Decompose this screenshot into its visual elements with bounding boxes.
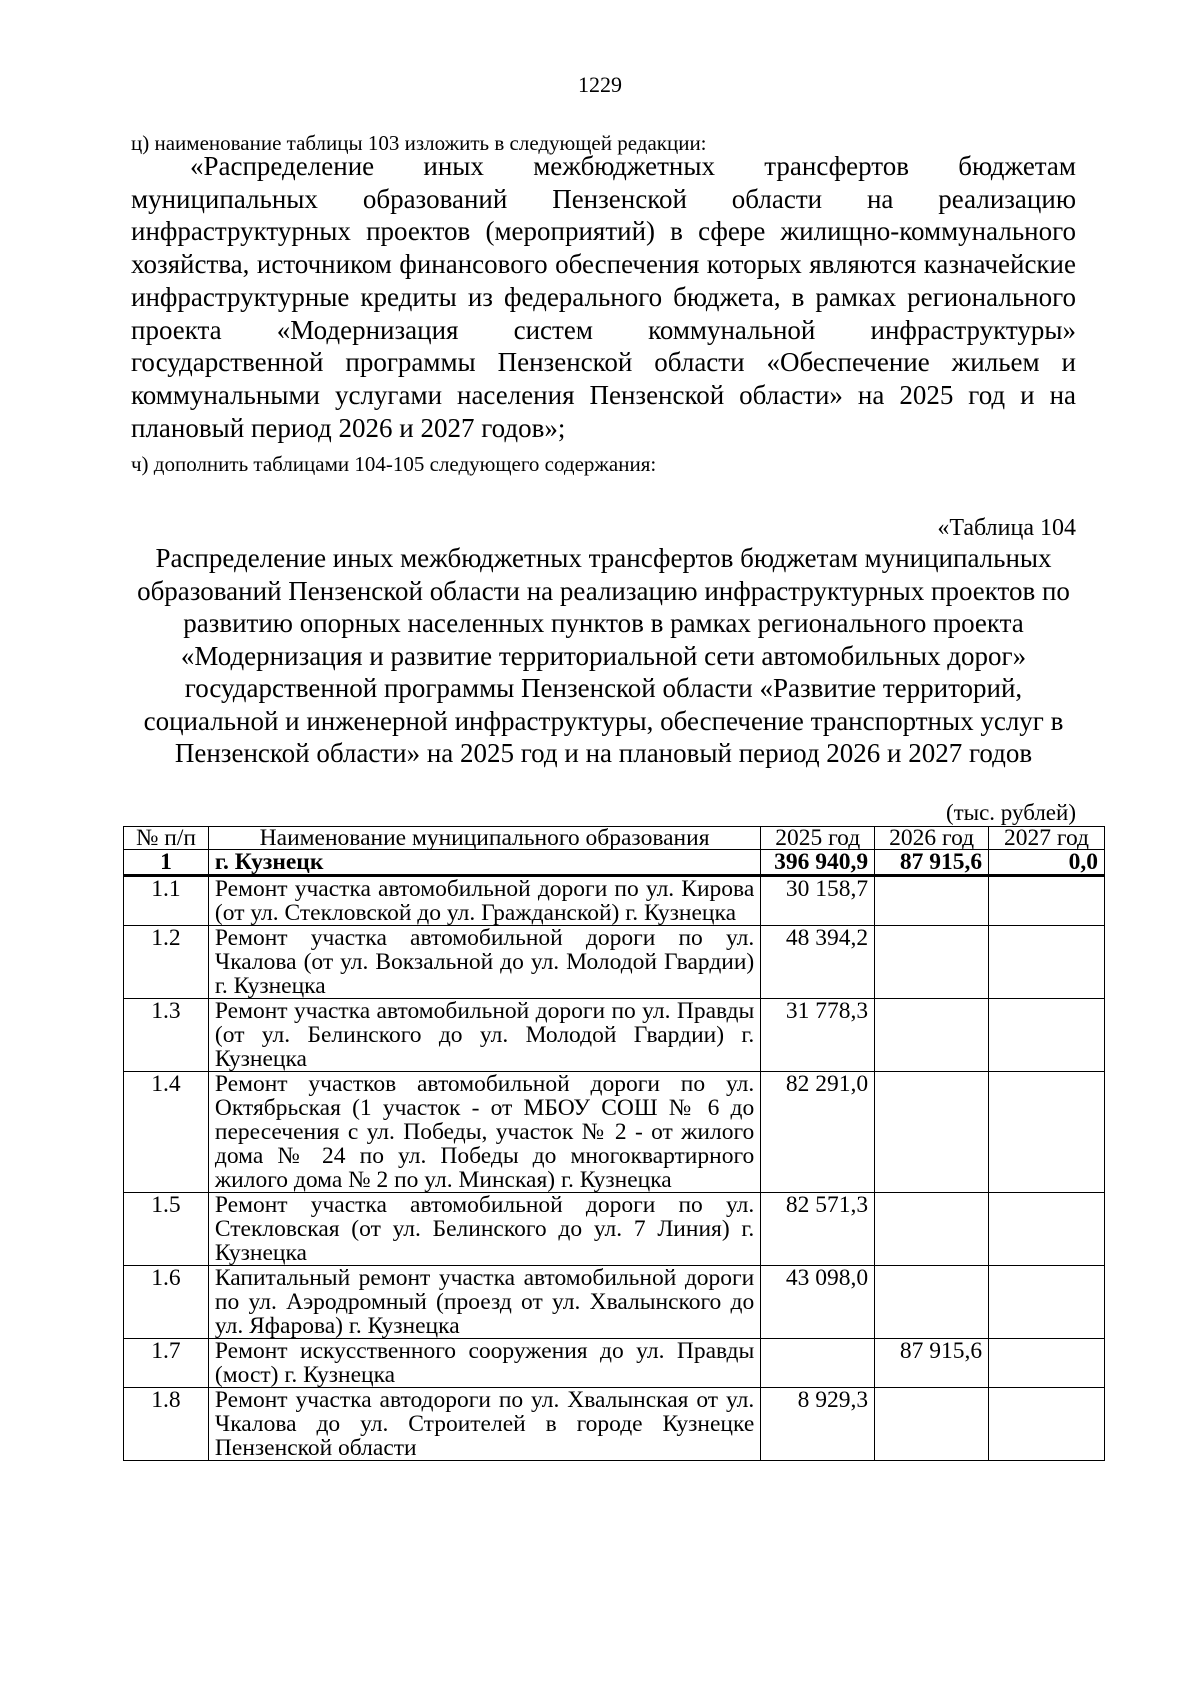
cell-y2025 xyxy=(761,1339,875,1388)
cell-name: Ремонт искусственного сооружения до ул. Правды (мост) г. Кузнецка xyxy=(208,1339,760,1388)
amendment-item-ch: ч) дополнить таблицами 104-105 следующего содержания: xyxy=(131,452,657,476)
cell-y2027 xyxy=(989,876,1105,926)
table-row xyxy=(124,876,1105,926)
cell-y2026 xyxy=(875,1266,989,1339)
cell-num: 1.3 xyxy=(124,999,209,1072)
cell-y2027 xyxy=(989,1072,1105,1193)
cell-y2026 xyxy=(875,876,989,926)
cell-name: Ремонт участков автомобильной дороги по ул. Октябрьская (1 участок - от МБОУ СОШ № 6 до пересечения с ул. Победы, участок № 2 - от жилого дома № 24 по ул. Победы до многоквартирного жилого дома № 2 по ул. Минская) г. Кузнецка xyxy=(208,1072,760,1193)
header-2026: 2026 год xyxy=(875,827,989,850)
cell-y2027 xyxy=(989,1193,1105,1266)
table-header-row xyxy=(124,827,1105,850)
cell-name: Ремонт участка автодороги по ул. Хвалынская от ул. Чкалова до ул. Строителей в городе Кузнецке Пензенской области xyxy=(208,1388,760,1461)
distribution-table xyxy=(123,826,1105,1461)
group-2025: 396 940,9 xyxy=(761,850,875,876)
cell-name: Ремонт участка автомобильной дороги по ул. Кирова (от ул. Стекловской до ул. Гражданской) г. Кузнецка xyxy=(208,876,760,926)
header-municipality: Наименование муниципального образования xyxy=(208,827,760,850)
header-2025: 2025 год xyxy=(761,827,875,850)
table-row xyxy=(124,926,1105,999)
table-reference: «Таблица 104 xyxy=(937,515,1076,541)
cell-num: 1.7 xyxy=(124,1339,209,1388)
cell-y2025: 43 098,0 xyxy=(761,1266,875,1339)
table-row xyxy=(124,1339,1105,1388)
amended-table-103-title: «Распределение иных межбюджетных трансфертов бюджетам муниципальных образований Пензенской области на реализацию инфраструктурных проектов (мероприятий) в сфере жилищно-коммунального хозяйства, источником финансового обеспечения которых являются казначейские инфраструктурные кредиты из федерального бюджета, в рамках регионального проекта «Модернизация систем коммунальной инфраструктуры» государственной программы Пензенской области «Обеспечение жильем и коммунальными услугами населения Пензенской области» на 2025 год и на плановый период 2026 и 2027 годов»; xyxy=(131,151,1076,443)
cell-y2026 xyxy=(875,926,989,999)
header-2027: 2027 год xyxy=(989,827,1105,850)
cell-y2026 xyxy=(875,1388,989,1461)
cell-y2027 xyxy=(989,926,1105,999)
page-number: 1229 xyxy=(578,72,622,97)
cell-num: 1.8 xyxy=(124,1388,209,1461)
cell-num: 1.5 xyxy=(124,1193,209,1266)
cell-y2025: 31 778,3 xyxy=(761,999,875,1072)
cell-name: Ремонт участка автомобильной дороги по ул. Чкалова (от ул. Вокзальной до ул. Молодой Гвардии) г. Кузнецка xyxy=(208,926,760,999)
group-name: г. Кузнецк xyxy=(208,850,760,876)
cell-y2027 xyxy=(989,999,1105,1072)
cell-y2026 xyxy=(875,1072,989,1193)
cell-name: Капитальный ремонт участка автомобильной дороги по ул. Аэродромный (проезд от ул. Хвалынского до ул. Яфарова) г. Кузнецка xyxy=(208,1266,760,1339)
cell-num: 1.1 xyxy=(124,876,209,926)
table-row xyxy=(124,1072,1105,1193)
table-title: Распределение иных межбюджетных трансфертов бюджетам муниципальных образований Пензенской области на реализацию инфраструктурных проектов по развитию опорных населенных пунктов в рамках регионального проекта «Модернизация и развитие территориальной сети автомобильных дорог» государственной программы Пензенской области «Развитие территорий, социальной и инженерной инфраструктуры, обеспечение транспортных услуг в Пензенской области» на 2025 год и на плановый период 2026 и 2027 годов xyxy=(137,543,1070,768)
amendment-item-ts: ц) наименование таблицы 103 изложить в следующей редакции: xyxy=(131,131,707,155)
cell-y2027 xyxy=(989,1339,1105,1388)
cell-y2026 xyxy=(875,999,989,1072)
cell-y2026: 87 915,6 xyxy=(875,1339,989,1388)
units-label: (тыс. рублей) xyxy=(945,800,1076,825)
table-row xyxy=(124,1193,1105,1266)
cell-num: 1.4 xyxy=(124,1072,209,1193)
cell-name: Ремонт участка автомобильной дороги по ул. Правды (от ул. Белинского до ул. Молодой Гвардии) г. Кузнецка xyxy=(208,999,760,1072)
table-row xyxy=(124,1388,1105,1461)
cell-y2025: 82 571,3 xyxy=(761,1193,875,1266)
cell-y2025: 8 929,3 xyxy=(761,1388,875,1461)
cell-y2025: 48 394,2 xyxy=(761,926,875,999)
cell-name: Ремонт участка автомобильной дороги по ул. Стекловская (от ул. Белинского до ул. 7 Линия) г. Кузнецка xyxy=(208,1193,760,1266)
cell-y2027 xyxy=(989,1388,1105,1461)
cell-y2025: 82 291,0 xyxy=(761,1072,875,1193)
group-number: 1 xyxy=(124,850,209,876)
table-group-row xyxy=(124,850,1105,876)
header-number: № п/п xyxy=(124,827,209,850)
table-row xyxy=(124,1266,1105,1339)
cell-y2026 xyxy=(875,1193,989,1266)
cell-y2025: 30 158,7 xyxy=(761,876,875,926)
table-row xyxy=(124,999,1105,1072)
cell-num: 1.2 xyxy=(124,926,209,999)
group-2027: 0,0 xyxy=(989,850,1105,876)
cell-y2027 xyxy=(989,1266,1105,1339)
group-2026: 87 915,6 xyxy=(875,850,989,876)
cell-num: 1.6 xyxy=(124,1266,209,1339)
